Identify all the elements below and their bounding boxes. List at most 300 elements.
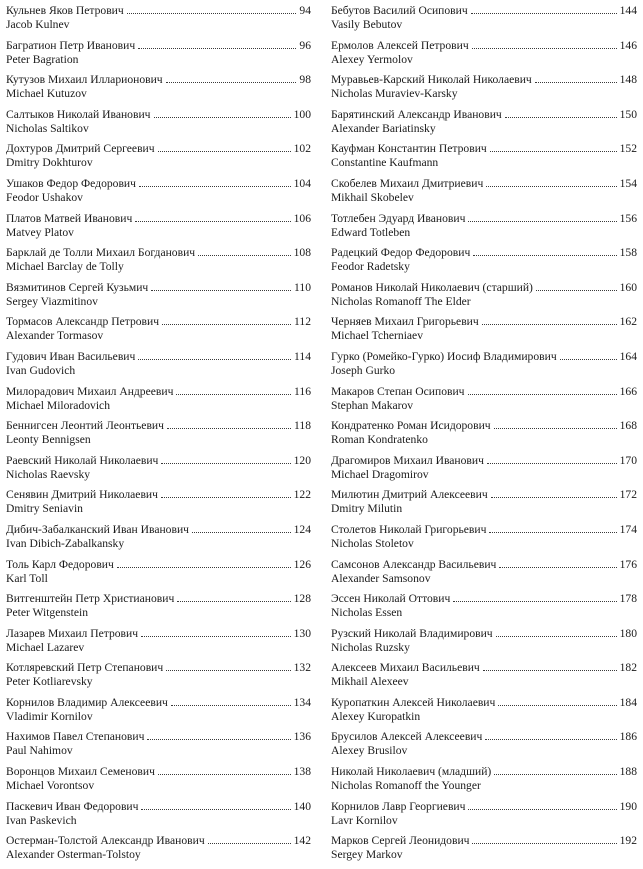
entry-name-russian: Николай Николаевич (младший) [331, 765, 492, 779]
entry-name-russian: Марков Сергей Леонидович [331, 834, 470, 848]
entry-page-number: 160 [619, 280, 637, 294]
entry-title-line [331, 523, 637, 537]
entry-page-number: 94 [299, 4, 311, 17]
entry-name-russian: Вязмитинов Сергей Кузьмич [6, 280, 149, 294]
index-entry [331, 661, 637, 696]
entry-name-russian: Нахимов Павел Степанович [6, 730, 145, 744]
entry-page-number: 164 [619, 349, 637, 363]
entry-page-number: 166 [619, 384, 637, 398]
dot-leader [505, 117, 617, 118]
entry-name-russian: Бебутов Василий Осипович [331, 4, 468, 17]
entry-page-number: 114 [294, 349, 311, 363]
entry-page-number: 156 [619, 211, 637, 225]
entry-page-number: 168 [619, 419, 637, 433]
entry-page-number: 138 [293, 765, 311, 779]
entry-name-english: Alexey Kuropatkin [331, 709, 421, 723]
entry-page-number: 102 [293, 142, 311, 156]
entry-page-number: 128 [293, 592, 311, 606]
entry-title-line [6, 177, 311, 191]
entry-page-number: 150 [619, 107, 637, 121]
entry-title-line [6, 627, 311, 641]
entry-name-english: Nicholas Romanoff the Younger [331, 779, 481, 793]
entry-page-number: 144 [619, 4, 637, 17]
index-entry [6, 350, 311, 385]
entry-page-number: 98 [299, 73, 311, 87]
dot-leader [171, 705, 291, 706]
entry-name-english: Matvey Platov [6, 225, 74, 239]
entry-name-english: Dmitry Milutin [331, 502, 403, 516]
entry-page-number: 124 [293, 522, 311, 536]
entry-title-line [6, 488, 311, 502]
entry-page-number: 132 [293, 661, 311, 675]
entry-page-number: 120 [293, 453, 311, 467]
entry-title-line [6, 592, 311, 606]
index-entry [331, 39, 637, 74]
entry-name-russian: Сенявин Дмитрий Николаевич [6, 488, 158, 502]
dot-leader [135, 221, 290, 222]
index-entry [331, 696, 637, 731]
entry-name-russian: Гурко (Ромейко-Гурко) Иосиф Владимирович [331, 349, 557, 363]
index-entry [331, 142, 637, 177]
entry-name-english: Feodor Ushakov [6, 190, 83, 204]
entry-title-line [331, 39, 637, 53]
entry-title-line [331, 696, 637, 710]
entry-page-number: 158 [619, 246, 637, 260]
entry-title-line [331, 246, 637, 260]
entry-title-line [331, 488, 637, 502]
index-entry [6, 523, 311, 558]
entry-name-english: Alexander Samsonov [331, 571, 431, 585]
entry-page-number: 116 [294, 384, 311, 398]
entry-page-number: 172 [619, 488, 637, 502]
dot-leader [127, 13, 297, 14]
entry-page-number: 176 [619, 557, 637, 571]
entry-name-english: Michael Dragomirov [331, 467, 429, 481]
entry-name-english: Sergey Viazmitinov [6, 294, 98, 308]
entry-name-russian: Куропаткин Алексей Николаевич [331, 695, 496, 709]
index-entry [331, 281, 637, 316]
entry-title-line [331, 558, 637, 572]
entry-page-number: 118 [294, 419, 311, 433]
dot-leader [166, 670, 290, 671]
entry-name-english: Roman Kondratenko [331, 433, 428, 447]
entry-name-russian: Самсонов Александр Васильевич [331, 557, 497, 571]
entry-name-english: Alexey Yermolov [331, 52, 413, 66]
entry-name-russian: Толь Карл Федорович [6, 557, 114, 571]
entry-name-russian: Радецкий Федор Федорович [331, 246, 471, 260]
dot-leader [158, 151, 291, 152]
entry-name-russian: Романов Николай Николаевич (старший) [331, 280, 533, 294]
entry-title-line [331, 730, 637, 744]
entry-name-english: Leonty Bennigsen [6, 433, 91, 447]
entry-title-line [6, 4, 311, 18]
entry-page-number: 170 [619, 453, 637, 467]
index-entry [331, 800, 637, 835]
index-entry [331, 834, 637, 869]
dot-leader [486, 186, 616, 187]
entry-name-russian: Остерман-Толстой Александр Иванович [6, 834, 205, 848]
dot-leader [177, 601, 290, 602]
entry-name-english: Peter Bagration [6, 52, 79, 66]
entry-title-line [331, 315, 637, 329]
entry-name-russian: Беннигсен Леонтий Леонтьевич [6, 419, 164, 433]
entry-name-english: Karl Toll [6, 571, 48, 585]
dot-leader [151, 290, 291, 291]
entry-title-line [6, 385, 311, 399]
dot-leader [141, 809, 290, 810]
dot-leader [139, 186, 291, 187]
entry-name-english: Dmitry Dokhturov [6, 156, 93, 170]
entry-name-russian: Драгомиров Михаил Иванович [331, 453, 484, 467]
entry-name-english: Michael Lazarev [6, 640, 85, 654]
dot-leader [468, 394, 617, 395]
dot-leader [154, 117, 291, 118]
index-entry [6, 142, 311, 177]
dot-leader [158, 774, 291, 775]
entry-page-number: 134 [293, 695, 311, 709]
entry-name-russian: Милютин Дмитрий Алексеевич [331, 488, 488, 502]
dot-leader [161, 463, 290, 464]
entry-title-line [331, 350, 637, 364]
entry-name-russian: Кульнев Яков Петрович [6, 4, 124, 17]
dot-leader [176, 394, 291, 395]
entry-name-english: Nicholas Muraviev-Karsky [331, 87, 458, 101]
index-entry [331, 246, 637, 281]
entry-name-english: Nicholas Romanoff The Elder [331, 294, 471, 308]
entry-page-number: 186 [619, 730, 637, 744]
entry-name-english: Michael Kutuzov [6, 87, 87, 101]
entry-title-line [331, 661, 637, 675]
entry-name-english: Nicholas Stoletov [331, 536, 414, 550]
entry-name-russian: Скобелев Михаил Дмитриевич [331, 176, 484, 190]
entry-title-line [6, 212, 311, 226]
dot-leader [496, 636, 617, 637]
index-entry [331, 523, 637, 558]
entry-name-russian: Алексеев Михаил Васильевич [331, 661, 480, 675]
entry-name-russian: Котляревский Петр Степанович [6, 661, 164, 675]
dot-leader [499, 567, 616, 568]
entry-name-english: Lavr Kornilov [331, 813, 398, 827]
dot-leader [560, 359, 617, 360]
entry-name-english: Peter Witgenstein [6, 606, 89, 620]
dot-leader [147, 739, 290, 740]
dot-leader [161, 497, 291, 498]
index-entry [6, 800, 311, 835]
entry-page-number: 146 [619, 38, 637, 52]
entry-page-number: 190 [619, 799, 637, 813]
entry-name-english: Michael Vorontsov [6, 779, 95, 793]
entry-name-english: Alexander Tormasov [6, 329, 104, 343]
index-entry [6, 834, 311, 869]
dot-leader [490, 151, 617, 152]
entry-name-english: Paul Nahimov [6, 744, 73, 758]
entry-name-russian: Муравьев-Карский Николай Николаевич [331, 73, 532, 87]
entry-title-line [331, 454, 637, 468]
index-entry [331, 592, 637, 627]
dot-leader [472, 843, 616, 844]
entry-name-english: Nicholas Saltikov [6, 121, 89, 135]
entry-title-line [6, 108, 311, 122]
entry-name-english: Ivan Gudovich [6, 363, 76, 377]
entry-page-number: 174 [619, 522, 637, 536]
entry-name-english: Feodor Radetsky [331, 260, 410, 274]
index-entry [6, 558, 311, 593]
entry-name-english: Nicholas Essen [331, 606, 403, 620]
index-entry [6, 730, 311, 765]
entry-title-line [6, 454, 311, 468]
entry-name-russian: Платов Матвей Иванович [6, 211, 133, 225]
entry-title-line [331, 765, 637, 779]
dot-leader [468, 809, 616, 810]
entry-title-line [6, 281, 311, 295]
index-entry [6, 212, 311, 247]
dot-leader [468, 221, 616, 222]
dot-leader [472, 48, 617, 49]
index-left-column [6, 4, 311, 869]
entry-page-number: 142 [293, 834, 311, 848]
index-entry [6, 281, 311, 316]
dot-leader [498, 705, 616, 706]
dot-leader [192, 532, 291, 533]
entry-title-line [6, 765, 311, 779]
index-entry [6, 592, 311, 627]
entry-name-english: Peter Kotliarevsky [6, 675, 93, 689]
entry-name-english: Alexander Bariatinsky [331, 121, 436, 135]
entry-name-english: Alexander Osterman-Tolstoy [6, 848, 141, 862]
dot-leader [473, 255, 616, 256]
entry-title-line [331, 177, 637, 191]
entry-name-english: Vasily Bebutov [331, 18, 403, 31]
index-entry [331, 108, 637, 143]
entry-page-number: 140 [293, 799, 311, 813]
dot-leader [485, 739, 616, 740]
entry-title-line [331, 800, 637, 814]
index-entry [6, 39, 311, 74]
entry-name-russian: Корнилов Владимир Алексеевич [6, 695, 168, 709]
index-entry [6, 488, 311, 523]
entry-name-russian: Раевский Николай Николаевич [6, 453, 159, 467]
index-entry [331, 454, 637, 489]
entry-name-english: Nicholas Ruzsky [331, 640, 410, 654]
index-entry [6, 627, 311, 662]
entry-name-russian: Витгенштейн Петр Христианович [6, 592, 175, 606]
entry-title-line [331, 212, 637, 226]
dot-leader [489, 532, 616, 533]
entry-name-russian: Дохтуров Дмитрий Сергеевич [6, 142, 155, 156]
entry-page-number: 104 [293, 176, 311, 190]
entry-page-number: 182 [619, 661, 637, 675]
entry-title-line [6, 39, 311, 53]
entry-name-russian: Багратион Петр Иванович [6, 38, 136, 52]
entry-name-russian: Черняев Михаил Григорьевич [331, 315, 479, 329]
index-entry [331, 558, 637, 593]
index-entry [331, 488, 637, 523]
entry-title-line [331, 73, 637, 87]
index-entry [331, 350, 637, 385]
entry-name-russian: Корнилов Лавр Георгиевич [331, 799, 466, 813]
entry-name-russian: Тормасов Александр Петрович [6, 315, 160, 329]
index-entry [6, 4, 311, 39]
index-entry [331, 385, 637, 420]
entry-title-line [331, 834, 637, 848]
entry-page-number: 184 [619, 695, 637, 709]
dot-leader [494, 774, 616, 775]
entry-page-number: 192 [619, 834, 637, 848]
entry-title-line [331, 385, 637, 399]
dot-leader [138, 359, 291, 360]
entry-title-line [331, 419, 637, 433]
entry-name-english: Ivan Dibich-Zabalkansky [6, 536, 125, 550]
index-entry [331, 730, 637, 765]
entry-page-number: 122 [293, 488, 311, 502]
entry-name-english: Alexey Brusilov [331, 744, 408, 758]
index-entry [6, 246, 311, 281]
index-entry [331, 73, 637, 108]
entry-name-russian: Кондратенко Роман Исидорович [331, 419, 491, 433]
entry-name-english: Jacob Kulnev [6, 18, 70, 31]
entry-page-number: 188 [619, 765, 637, 779]
dot-leader [482, 324, 617, 325]
entry-name-english: Mikhail Skobelev [331, 190, 414, 204]
entry-title-line [6, 661, 311, 675]
entry-page-number: 162 [619, 315, 637, 329]
entry-page-number: 100 [293, 107, 311, 121]
dot-leader [471, 13, 617, 14]
entry-name-russian: Макаров Степан Осипович [331, 384, 465, 398]
entry-page-number: 180 [619, 626, 637, 640]
dot-leader [167, 428, 291, 429]
entry-name-russian: Эссен Николай Оттович [331, 592, 451, 606]
dot-leader [487, 463, 617, 464]
entry-page-number: 178 [619, 592, 637, 606]
index-entry [6, 765, 311, 800]
entry-page-number: 126 [293, 557, 311, 571]
entry-name-russian: Барклай де Толли Михаил Богданович [6, 246, 196, 260]
index-entry [6, 661, 311, 696]
entry-page-number: 112 [294, 315, 311, 329]
entry-title-line [6, 696, 311, 710]
index-entry [331, 177, 637, 212]
entry-title-line [6, 315, 311, 329]
index-entry [6, 419, 311, 454]
entry-title-line [6, 730, 311, 744]
entry-name-russian: Ермолов Алексей Петрович [331, 38, 469, 52]
index-entry [6, 696, 311, 731]
entry-name-russian: Столетов Николай Григорьевич [331, 522, 487, 536]
entry-page-number: 136 [293, 730, 311, 744]
entry-name-russian: Кауфман Константин Петрович [331, 142, 487, 156]
entry-page-number: 96 [299, 38, 311, 52]
entry-name-russian: Рузский Николай Владимирович [331, 626, 493, 640]
index-entry [331, 627, 637, 662]
entry-title-line [6, 142, 311, 156]
entry-name-russian: Салтыков Николай Иванович [6, 107, 151, 121]
entry-name-russian: Брусилов Алексей Алексеевич [331, 730, 483, 744]
entry-name-russian: Милорадович Михаил Андреевич [6, 384, 174, 398]
entry-title-line [6, 800, 311, 814]
index-right-column [331, 4, 637, 869]
entry-name-russian: Тотлебен Эдуард Иванович [331, 211, 466, 225]
dot-leader [198, 255, 290, 256]
dot-leader [494, 428, 617, 429]
index-entry [6, 108, 311, 143]
entry-title-line [331, 142, 637, 156]
entry-title-line [331, 281, 637, 295]
index-entry [331, 765, 637, 800]
entry-name-russian: Дибич-Забалканский Иван Иванович [6, 522, 189, 536]
dot-leader [141, 636, 291, 637]
dot-leader [208, 843, 291, 844]
dot-leader [166, 82, 297, 83]
entry-name-english: Mikhail Alexeev [331, 675, 409, 689]
entry-page-number: 154 [619, 176, 637, 190]
entry-page-number: 106 [293, 211, 311, 225]
dot-leader [117, 567, 291, 568]
index-entry [6, 315, 311, 350]
entry-name-english: Edward Totleben [331, 225, 411, 239]
dot-leader [491, 497, 617, 498]
dot-leader [162, 324, 291, 325]
entry-name-english: Dmitry Seniavin [6, 502, 83, 516]
dot-leader [138, 48, 296, 49]
entry-title-line [6, 523, 311, 537]
entry-name-english: Michael Tcherniaev [331, 329, 424, 343]
index-entry [6, 454, 311, 489]
entry-title-line [331, 4, 637, 18]
index-entry [331, 4, 637, 39]
entry-title-line [6, 419, 311, 433]
entry-page-number: 130 [293, 626, 311, 640]
entry-page-number: 110 [294, 280, 311, 294]
entry-name-russian: Воронцов Михаил Семенович [6, 765, 155, 779]
entry-name-english: Sergey Markov [331, 848, 403, 862]
dot-leader [453, 601, 616, 602]
index-entry [6, 385, 311, 420]
entry-name-english: Michael Barclay de Tolly [6, 260, 124, 274]
index-entry [331, 212, 637, 247]
entry-name-russian: Паскевич Иван Федорович [6, 799, 139, 813]
entry-name-english: Vladimir Kornilov [6, 709, 93, 723]
entry-name-english: Nicholas Raevsky [6, 467, 91, 481]
entry-title-line [331, 627, 637, 641]
entry-name-english: Stephan Makarov [331, 398, 414, 412]
entry-title-line [6, 73, 311, 87]
entry-name-english: Constantine Kaufmann [331, 156, 439, 170]
entry-page-number: 148 [619, 73, 637, 87]
entry-page-number: 152 [619, 142, 637, 156]
entry-title-line [6, 834, 311, 848]
entry-name-english: Michael Miloradovich [6, 398, 110, 412]
entry-title-line [6, 558, 311, 572]
entry-title-line [331, 592, 637, 606]
index-entry [6, 177, 311, 212]
entry-title-line [331, 108, 637, 122]
entry-name-russian: Кутузов Михаил Илларионович [6, 73, 163, 87]
entry-title-line [6, 350, 311, 364]
entry-name-russian: Ушаков Федор Федорович [6, 176, 136, 190]
entry-name-russian: Барятинский Александр Иванович [331, 107, 502, 121]
index-entry [331, 419, 637, 454]
dot-leader [483, 670, 617, 671]
index-entry [331, 315, 637, 350]
entry-name-russian: Лазарев Михаил Петрович [6, 626, 139, 640]
index-entry [6, 73, 311, 108]
entry-page-number: 108 [293, 246, 311, 260]
dot-leader [535, 82, 617, 83]
entry-name-english: Joseph Gurko [331, 363, 396, 377]
entry-name-russian: Гудович Иван Васильевич [6, 349, 136, 363]
entry-title-line [6, 246, 311, 260]
